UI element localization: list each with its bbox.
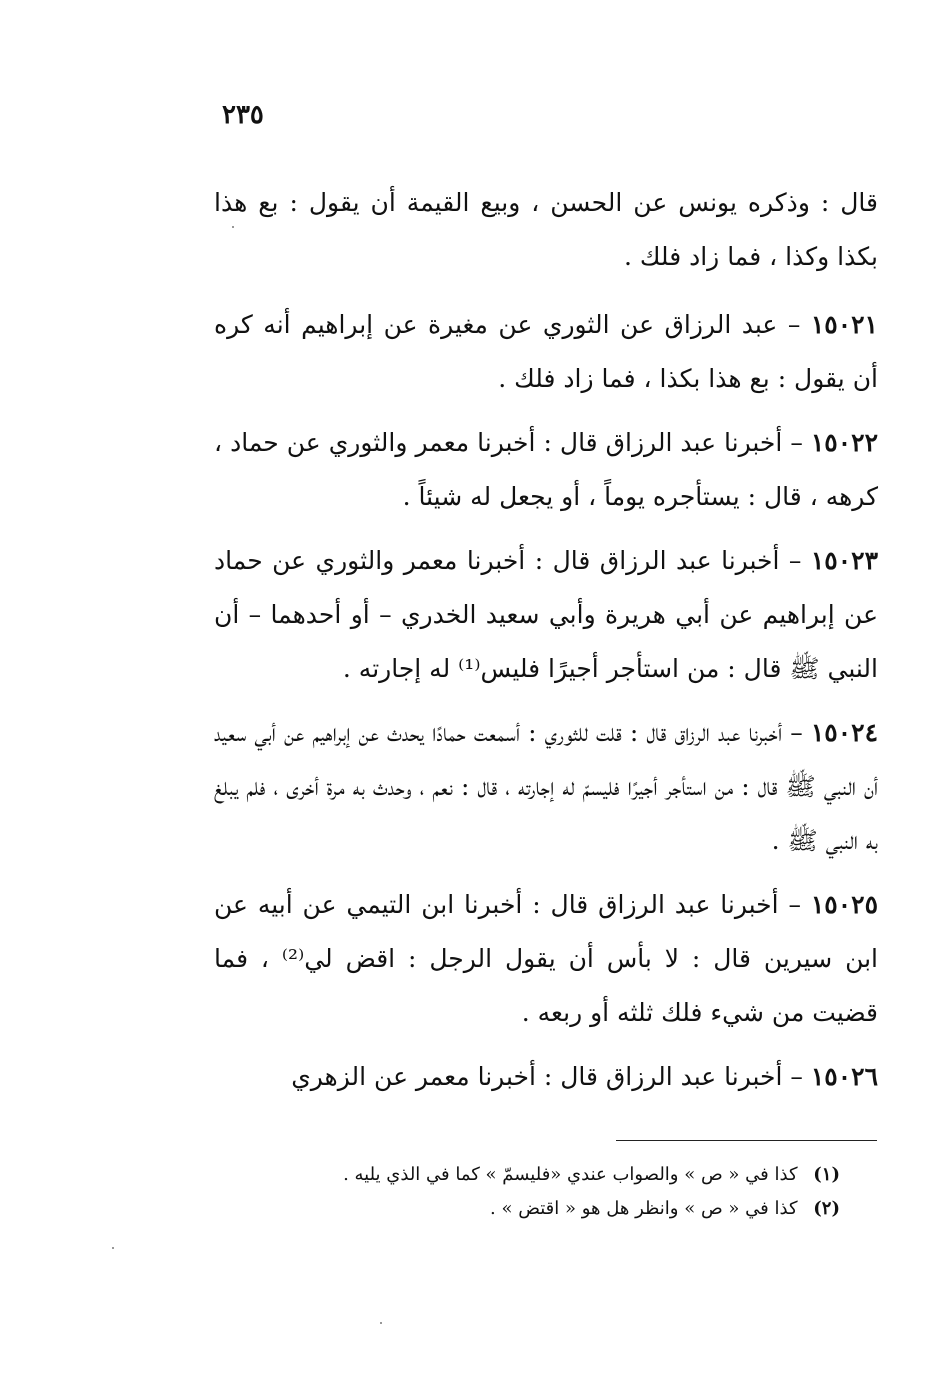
hadith-number: ١٥٠٢٤ [810, 718, 878, 747]
hadith-text: أخبرنا عبد الرزاق قال : أخبرنا معمر والثوري عن حماد ، كرهه ، قال : يستأجره يوماً ، أو يجعل له شيئاً . [214, 428, 878, 511]
scan-speck [112, 1247, 114, 1249]
dash: – [788, 546, 802, 575]
dash: – [790, 718, 803, 747]
footnotes [300, 1158, 840, 1226]
hadith-15025 [214, 878, 878, 1040]
footnote-divider [616, 1140, 877, 1141]
scan-speck [380, 1322, 382, 1324]
hadith-text: أخبرنا عبد الرزاق قال : أخبرنا معمر والثوري عن حماد عن إبراهيم عن أبي هريرة وأبي سعيد الخدري – أو أحدهما – أن النبي ﷺ قال : من استأجر أجيرًا فليس⁽¹⁾ له إجارته . [214, 546, 878, 683]
scan-speck [232, 226, 234, 228]
footnote-marker: (١) [813, 1164, 840, 1185]
dash: – [790, 1062, 803, 1091]
hadith-number: ١٥٠٢٣ [810, 546, 879, 575]
hadith-text: أخبرنا عبد الرزاق قال : أخبرنا ابن التيمي عن أبيه عن ابن سيرين قال : لا بأس أن يقول الرجل : اقض لي⁽²⁾ ، فما قضيت من شيء فلك ثلثه أو ربعه . [214, 890, 879, 1027]
hadith-15022 [214, 416, 878, 524]
hadith-number: ١٥٠٢١ [810, 310, 878, 339]
footnote-marker: (٢) [813, 1198, 840, 1219]
hadith-15021 [214, 298, 878, 406]
paragraph-intro [214, 176, 878, 284]
page-number: ٢٣٥ [222, 100, 264, 130]
dash: – [787, 310, 801, 339]
hadith-15026 [214, 1050, 878, 1104]
hadith-number: ١٥٠٢٥ [810, 890, 878, 919]
footnote-2 [300, 1192, 840, 1226]
hadith-text: عبد الرزاق عن الثوري عن مغيرة عن إبراهيم أنه كره أن يقول : بع هذا بكذا ، فما زاد فلك . [214, 310, 878, 393]
paragraph-text: قال : وذكره يونس عن الحسن ، وبيع القيمة أن يقول : بع هذا بكذا وكذا ، فما زاد فلك . [214, 188, 878, 271]
main-text [214, 176, 878, 1104]
footnote-text: كذا في « ص » والصواب عندي «فليسمّ » كما في الذي يليه . [343, 1164, 798, 1185]
hadith-text: أخبرنا عبد الرزاق قال : قلت للثوري : أسمعت حمادًا يحدث عن إبراهيم عن أبي سعيد أن النبي ﷺ قال : من استأجر أجيرًا فليسمّ له إجارته ، قال : نعم ، وحدث به مرة أخرى ، فلم يبلغ به النبي ﷺ . [214, 718, 878, 855]
hadith-number: ١٥٠٢٦ [810, 1062, 878, 1091]
hadith-15023 [214, 534, 878, 696]
footnote-text: كذا في « ص » وانظر هل هو « اقتض » . [490, 1198, 798, 1219]
hadith-text: أخبرنا عبد الرزاق قال : أخبرنا معمر عن الزهري [291, 1062, 783, 1091]
footnote-1 [300, 1158, 840, 1192]
dash: – [788, 890, 801, 919]
dash: – [790, 428, 803, 457]
hadith-number: ١٥٠٢٢ [810, 428, 878, 457]
hadith-15024 [214, 706, 878, 868]
